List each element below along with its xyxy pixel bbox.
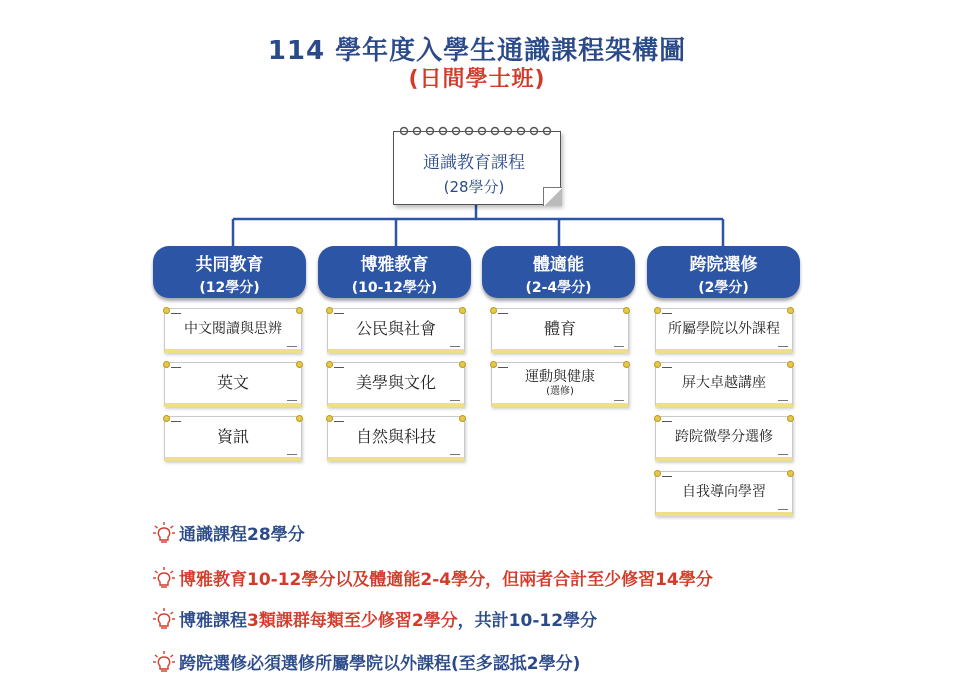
course-card (327, 362, 465, 407)
course-name: 資訊 (216, 427, 249, 446)
course-note: (選修) (546, 386, 574, 397)
course-name: 自我導向學習 (682, 484, 766, 500)
page-subtitle: (日間學士班) (408, 67, 546, 92)
course-name: 自然與科技 (355, 427, 436, 446)
category-credits: (12學分) (199, 280, 260, 296)
course-card (655, 308, 793, 353)
root-node (393, 131, 561, 205)
category-physical-fitness (482, 246, 635, 298)
course-name: 體育 (543, 319, 576, 338)
course-card (164, 416, 302, 461)
note-item (153, 565, 713, 590)
category-name: 共同教育 (195, 255, 264, 275)
category-name: 博雅教育 (360, 255, 429, 275)
root-name: 通識教育課程 (423, 153, 525, 173)
course-name: 英文 (216, 373, 249, 392)
lightbulb-icon (153, 608, 175, 630)
course-name: 公民與社會 (355, 319, 436, 338)
lightbulb-icon (153, 522, 175, 544)
root-credits: (28學分) (443, 178, 505, 196)
course-card (164, 362, 302, 407)
course-card (491, 308, 629, 353)
page-fold-icon (543, 187, 562, 206)
category-credits: (10-12學分) (351, 280, 438, 296)
note-item (153, 520, 305, 545)
course-card (655, 362, 793, 407)
course-card (655, 416, 793, 461)
course-name: 跨院微學分選修 (675, 429, 773, 445)
note-text-part: ，共計10-12學分 (457, 611, 598, 631)
note-item (153, 649, 580, 674)
category-name: 跨院選修 (689, 255, 758, 275)
note-text: 博雅教育10-12學分以及體適能2-4學分，但兩者合計至少修習14學分 (179, 570, 713, 590)
course-name: 屏大卓越講座 (682, 375, 766, 391)
lightbulb-icon (153, 567, 175, 589)
category-credits: (2學分) (698, 280, 749, 296)
category-cross-college (647, 246, 800, 298)
course-card (491, 362, 629, 407)
lightbulb-icon (153, 651, 175, 673)
category-general-education (153, 246, 306, 298)
course-card (164, 308, 302, 353)
notebook-rings-icon (400, 125, 556, 137)
course-card (327, 308, 465, 353)
note-text-part: 博雅課程 (179, 611, 247, 631)
note-text: 跨院選修必須選修所屬學院以外課程(至多認抵2學分) (179, 654, 581, 674)
course-name: 中文閱讀與思辨 (184, 321, 282, 337)
course-name: 美學與文化 (355, 373, 436, 392)
course-name: 所屬學院以外課程 (668, 321, 780, 337)
course-name: 運動與健康 (525, 369, 595, 385)
page-title: 114 學年度入學生通識課程架構圖 (267, 36, 687, 66)
category-name: 體適能 (533, 255, 584, 275)
course-card (327, 416, 465, 461)
note-item (153, 606, 597, 631)
note-text: 通識課程28學分 (179, 525, 305, 545)
category-liberal-arts (318, 246, 471, 298)
course-card (655, 471, 793, 516)
note-text-highlight: 3類課群每類至少修習2學分 (247, 611, 458, 631)
category-credits: (2-4學分) (525, 280, 592, 296)
